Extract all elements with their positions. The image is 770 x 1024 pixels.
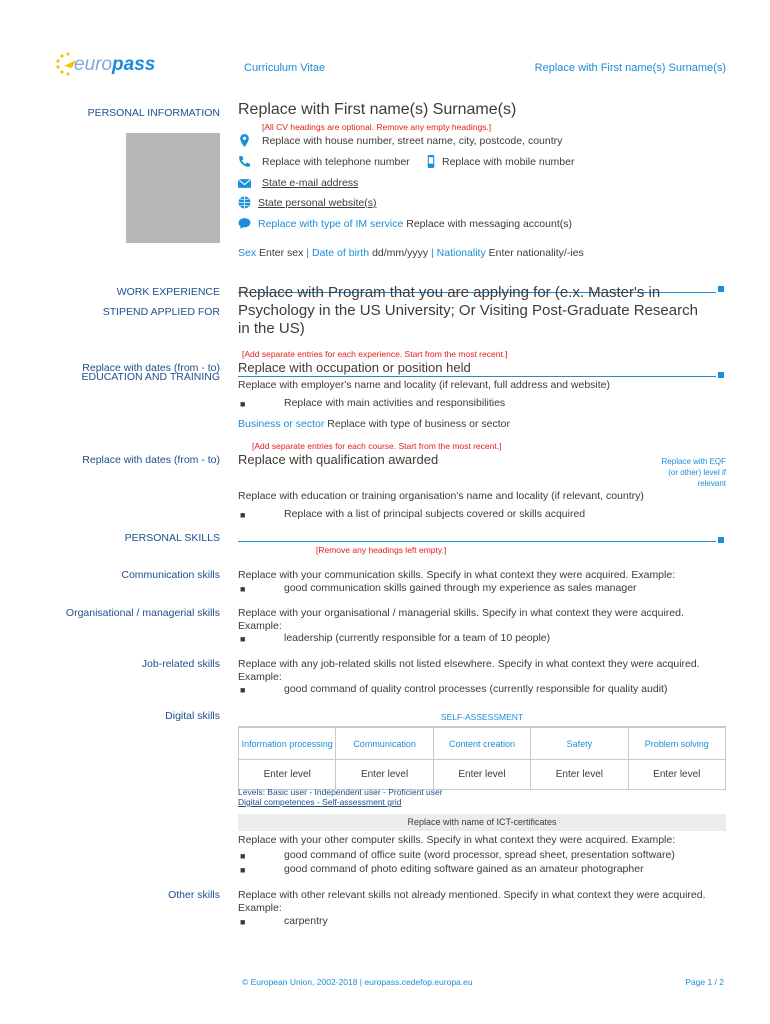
- bullet: ■: [240, 917, 246, 927]
- telephone: Replace with telephone number: [262, 156, 410, 168]
- work-dates: Replace with dates (from - to): [82, 362, 220, 374]
- page-number: Page 1 / 2: [685, 977, 724, 987]
- section-divider: [238, 541, 716, 542]
- column-header: Content creation: [433, 728, 530, 760]
- logo-euro: euro: [74, 54, 113, 75]
- eqf-level: [662, 456, 726, 489]
- website-globe-icon: [238, 196, 251, 209]
- grid-link[interactable]: Digital competences - Self-assessment grid: [238, 797, 402, 807]
- personal-note: [All CV headings are optional. Remove any empty headings.]: [262, 122, 492, 132]
- level-cell: Enter level: [239, 760, 336, 790]
- divider-square: [718, 286, 724, 292]
- ict-certificate-bar: Replace with name of ICT-certificates: [238, 814, 726, 831]
- education-note: [Add separate entries for each course. Start from the most recent.]: [252, 441, 502, 451]
- level-cell: Enter level: [531, 760, 628, 790]
- table-header-row: [239, 728, 726, 760]
- column-header: Communication: [336, 728, 433, 760]
- column-header: Information processing: [239, 728, 336, 760]
- job-related-example: Example:: [238, 671, 282, 683]
- organisation: Replace with education or training organisation's name and locality (if relevant, country): [238, 490, 644, 502]
- chat-bubble-icon: [238, 217, 251, 230]
- job-related-text: Replace with any job-related skills not listed elsewhere. Specify in what context they were acquired.: [238, 658, 700, 670]
- computer-bullet-1: good command of office suite (word processor, spread sheet, presentation software): [284, 849, 675, 861]
- level-cell: Enter level: [336, 760, 433, 790]
- other-skills-bullet: carpentry: [284, 915, 328, 927]
- email-icon: [238, 177, 251, 190]
- job-related-bullet: good command of quality control processes (currently responsible for quality audit): [284, 683, 668, 695]
- photo-placeholder: [126, 133, 220, 243]
- eqf-line: relevant: [697, 479, 726, 488]
- sex-value: Enter sex: [259, 247, 304, 259]
- job-related-label: Job-related skills: [141, 658, 220, 670]
- dob-value: dd/mm/yyyy: [372, 247, 429, 259]
- section-label-skills: PERSONAL SKILLS: [124, 532, 220, 544]
- header-name: Replace with First name(s) Surname(s): [534, 62, 726, 74]
- digital-label: Digital skills: [165, 710, 220, 722]
- organisational-text: Replace with your organisational / managerial skills. Specify in what context they were acquired.: [238, 607, 684, 619]
- communication-text: Replace with your communication skills. Specify in what context they were acquired. Example:: [238, 569, 676, 581]
- occupation: Replace with occupation or position held: [238, 360, 471, 375]
- im-line: [258, 218, 572, 230]
- im-account: Replace with messaging account(s): [406, 218, 572, 230]
- self-assessment-header: SELF-ASSESSMENT: [440, 712, 524, 722]
- eqf-line: Replace with EQF: [661, 457, 726, 466]
- phone-icon: [238, 155, 251, 168]
- organisational-bullet: leadership (currently responsible for a team of 10 people): [284, 632, 551, 644]
- column-header: Safety: [531, 728, 628, 760]
- bullet: ■: [240, 634, 246, 644]
- email-link[interactable]: State e-mail address: [262, 177, 359, 189]
- computer-skills-text: Replace with your other computer skills. Specify in what context they were acquired. Example:: [238, 834, 676, 846]
- communication-label: Communication skills: [121, 569, 220, 581]
- sex-dob-nationality: [238, 247, 584, 259]
- self-assessment-table: [238, 727, 726, 790]
- section-label-work: WORK EXPERIENCE: [116, 286, 220, 298]
- employer: Replace with employer's name and locality (if relevant, full address and website): [238, 379, 611, 391]
- communication-bullet: good communication skills gained through my experience as sales manager: [284, 582, 637, 594]
- subjects: Replace with a list of principal subjects covered or skills acquired: [284, 508, 586, 520]
- section-divider: [238, 376, 716, 377]
- levels-legend: Levels: Basic user - Independent user - Proficient user: [238, 787, 443, 797]
- table-row: [239, 760, 726, 790]
- other-skills-text: Replace with other relevant skills not already mentioned. Specify in what context they were acquired.: [238, 889, 706, 901]
- logo-pass: pass: [112, 54, 156, 75]
- column-header: Problem solving: [628, 728, 725, 760]
- program-title: Replace with Program that you are applying for (e.x. Master's in Psychology in the US University; Or Visiting Post-Graduate Research in the US): [238, 284, 698, 337]
- level-cell: Enter level: [628, 760, 725, 790]
- other-skills-label: Other skills: [168, 889, 220, 901]
- bullet: ■: [240, 510, 246, 520]
- address: Replace with house number, street name, city, postcode, country: [262, 135, 563, 147]
- europass-logo: [52, 50, 162, 80]
- skills-note: [Remove any headings left empty.]: [316, 545, 447, 555]
- sector-line: [238, 418, 510, 430]
- dob-label: Date of birth: [311, 247, 370, 259]
- mobile-icon: [426, 155, 436, 168]
- sector-label: Business or sector: [238, 418, 325, 430]
- location-pin-icon: [238, 134, 251, 147]
- footer-copyright: © European Union, 2002-2018 | europass.cedefop.europa.eu: [242, 977, 473, 987]
- separator: |: [306, 247, 310, 259]
- website-link[interactable]: State personal website(s): [258, 197, 377, 209]
- bullet: ■: [240, 584, 246, 594]
- mobile: Replace with mobile number: [442, 156, 575, 168]
- work-note: [Add separate entries for each experience. Start from the most recent.]: [242, 349, 508, 359]
- person-name: Replace with First name(s) Surname(s): [238, 101, 517, 118]
- section-label-personal: PERSONAL INFORMATION: [87, 107, 220, 119]
- nationality-label: Nationality: [436, 247, 486, 259]
- bullet: ■: [240, 851, 246, 861]
- eqf-line: (or other) level if: [668, 468, 726, 477]
- sector-value: Replace with type of business or sector: [327, 418, 510, 430]
- doc-type: Curriculum Vitae: [244, 62, 326, 74]
- sex-label: Sex: [238, 247, 257, 259]
- bullet: ■: [240, 865, 246, 875]
- education-dates: Replace with dates (from - to): [82, 454, 220, 466]
- bullet: ■: [240, 685, 246, 695]
- other-skills-example: Example:: [238, 902, 282, 914]
- divider-square: [718, 372, 724, 378]
- divider-square: [718, 537, 724, 543]
- im-service: Replace with type of IM service: [258, 218, 404, 230]
- section-label-stipend: STIPEND APPLIED FOR: [102, 306, 220, 318]
- activities: Replace with main activities and responsibilities: [284, 397, 506, 409]
- section-label-education: EDUCATION AND TRAINING: [81, 371, 220, 383]
- organisational-example: Example:: [238, 620, 282, 632]
- qualification: Replace with qualification awarded: [238, 452, 439, 467]
- computer-bullet-2: good command of photo editing software gained as an amateur photographer: [284, 863, 644, 875]
- bullet: ■: [240, 399, 246, 409]
- nationality-value: Enter nationality/-ies: [488, 247, 584, 259]
- level-cell: Enter level: [433, 760, 530, 790]
- separator: |: [431, 247, 434, 259]
- organisational-label: Organisational / managerial skills: [65, 607, 220, 619]
